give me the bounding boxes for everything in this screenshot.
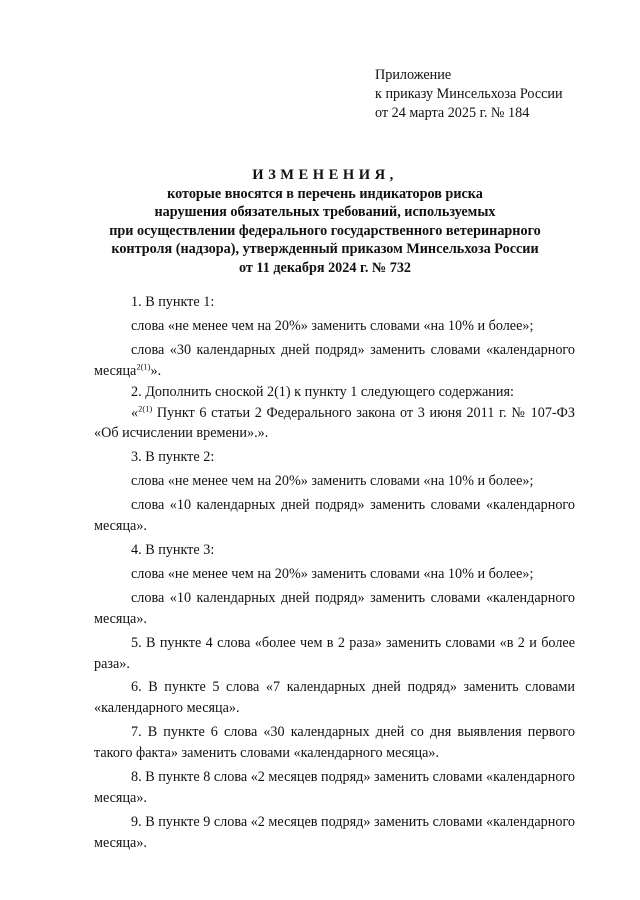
title-line: контроля (надзора), утвержденный приказом Минсельхоза России	[111, 241, 539, 258]
title-line: от 11 декабря 2024 г. № 732	[238, 259, 412, 276]
item-9: 9. В пункте 9 слова «2 месяцев подряд» заменить словами «календарного месяца».	[94, 813, 575, 851]
item-3-heading: 3. В пункте 2:	[131, 449, 215, 466]
item-7: 7. В пункте 6 слова «30 календарных дней со дня выявления первого такого факта» заменить словами «календарного месяца».	[94, 724, 575, 762]
item-3-subpoint-b: слова «10 календарных дней подряд» заменить словами «календарного месяца».	[94, 497, 575, 535]
appendix-reference	[375, 66, 563, 123]
title-heading: ИЗМЕНЕНИЯ,	[252, 167, 398, 183]
item-1-subpoint-b	[94, 340, 575, 382]
item-2-footnote-text	[94, 403, 575, 445]
item-4-heading: 4. В пункте 3:	[131, 541, 215, 558]
appendix-line: Приложение	[375, 67, 452, 83]
title-line: нарушения обязательных требований, используемых	[154, 204, 496, 221]
item-3-subpoint-a: слова «не менее чем на 20%» заменить словами «на 10% и более»;	[131, 473, 534, 490]
footnote-marker: 2(1)	[138, 402, 153, 413]
appendix-line: к приказу Минсельхоза России	[375, 86, 563, 102]
appendix-line: от 24 марта 2025 г. № 184	[375, 105, 530, 121]
item-5: 5. В пункте 4 слова «более чем в 2 раза» заменить словами «в 2 и более раза».	[94, 634, 575, 672]
item-4-subpoint-b: слова «10 календарных дней подряд» заменить словами «календарного месяца».	[94, 589, 575, 627]
document-body	[94, 292, 575, 854]
item-1-subpoint-a: слова «не менее чем на 20%» заменить словами «на 10% и более»;	[131, 317, 534, 334]
item-8: 8. В пункте 8 слова «2 месяцев подряд» заменить словами «календарного месяца».	[94, 769, 575, 806]
item-1-subpoint-b-text: слова «30 календарных дней подряд» заменить словами «календарного месяца	[94, 341, 575, 379]
footnote-body: Пункт 6 статьи 2 Федерального закона от 3 июня 2011 г. № 107-ФЗ «Об исчислении времени».».	[94, 404, 575, 442]
item-1-subpoint-b-end: ».	[150, 362, 162, 379]
item-6: 6. В пункте 5 слова «7 календарных дней подряд» заменить словами «календарного месяца».	[94, 679, 575, 717]
footnote-reference: 2(1)	[136, 360, 151, 371]
title-line: которые вносятся в перечень индикаторов риска	[167, 185, 483, 202]
item-4-subpoint-a: слова «не менее чем на 20%» заменить словами «на 10% и более»;	[131, 565, 534, 582]
title-line: при осуществлении федерального государственного ветеринарного	[109, 222, 541, 239]
document-title	[60, 166, 590, 278]
footnote-open-quote: «	[131, 404, 139, 421]
item-2-heading: 2. Дополнить сноской 2(1) к пункту 1 следующего содержания:	[131, 383, 514, 400]
item-1-heading: 1. В пункте 1:	[131, 294, 215, 310]
